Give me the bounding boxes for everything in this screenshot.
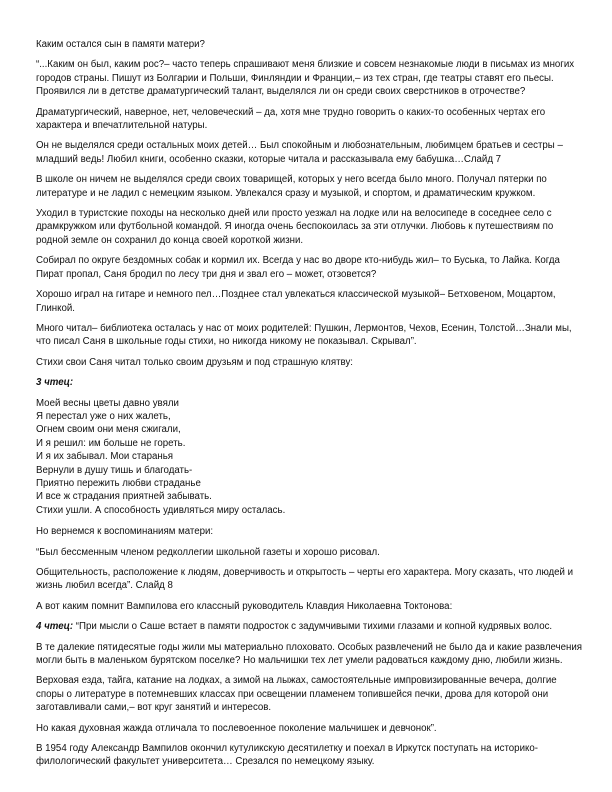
poem <box>36 397 584 518</box>
paragraph: А вот каким помнит Вампилова его классный руководитель Клавдия Николаевна Токтонова: <box>36 600 453 612</box>
poem-line: Огнем своим они меня сжигали, <box>36 424 181 436</box>
paragraph: Верховая езда, тайга, катание на лодках, а зимой на лыжах, самостоятельные импровизированные вечера, долгие споры о литературе в потемневших классах при освещении пламенем топившейся печки, дрова для которой они заготавливали сами,– вот круг занятий и интересов. <box>36 675 557 714</box>
paragraph: Каким остался сын в памяти матери? <box>36 39 205 50</box>
paragraph: Стихи свои Саня читал только своим друзьям и под страшную клятву: <box>36 356 353 368</box>
paragraph: Но вернемся к воспоминаниям матери: <box>36 526 214 538</box>
paragraph: “Был бессменным членом редколлегии школьной газеты и хорошо рисовал. <box>36 546 380 558</box>
poem-line: Приятно пережить любви страданье <box>36 477 201 489</box>
paragraph <box>36 620 584 633</box>
paragraph: Много читал– библиотека осталась у нас от моих родителей: Пушкин, Лермонтов, Чехов, Есенин, Толстой…Знали мы, что писал Саня в школьные годы стихи, но никогда никому не показывал. Скрывал”. <box>36 322 572 348</box>
poem-line: Стихи ушли. А способность удивляться миру осталась. <box>36 504 286 516</box>
paragraph: Общительность, расположение к людям, доверчивость и открытость – черты его характера. Могу сказать, что людей и жизнь любил всегда”. Слайд 8 <box>36 567 574 592</box>
paragraph: Драматургический, наверное, нет, человеческий – да, хотя мне трудно говорить о каких-то особенных чертах его характера и впечатлительной натуры. <box>36 106 546 132</box>
poem-line: Вернули в душу тишь и благодать- <box>36 464 193 476</box>
paragraph: “...Каким он был, каким рос?– часто теперь спрашивают меня близкие и совсем незнакомые люди в письмах из многих городов страны. Пишут из Болгарии и Польши, Финляндии и Франции,– из тех стран, где театры ставят его пьесы. Проявился ли в детстве драматургический талант, выделялся ли он среди своих сверстников в отрочестве? <box>36 59 575 98</box>
paragraph: Но какая духовная жажда отличала то послевоенное поколение мальчишек и девчонок”. <box>36 722 437 734</box>
document-page <box>36 38 584 776</box>
reader-3-label: 3 чтец: <box>36 377 74 389</box>
poem-line: И я решил: им больше не гореть. <box>36 437 186 449</box>
paragraph-text: “При мысли о Саше встает в памяти подросток с задумчивыми тихими глазами и копной кудрявых волос. <box>73 621 553 633</box>
paragraph: В школе он ничем не выделялся среди своих товарищей, которых у него всегда было много. Получал пятерки по литературе и не ладил с немецким языком. Увлекался сразу и музыкой, и спортом, и драматическим кружком. <box>36 174 547 199</box>
poem-line: И я их забывал. Мои старанья <box>36 451 173 463</box>
poem-line: Моей весны цветы давно увяли <box>36 397 179 409</box>
paragraph: В те далекие пятидесятые годы жили мы материально плоховато. Особых развлечений не было да и какие развлечения могли быть в маленьком бурятском поселке? Но мальчишки тех лет умели радоваться каждому дню, любили жизнь. <box>36 641 583 667</box>
paragraph: Хорошо играл на гитаре и немного пел…Позднее стал увлекаться классической музыкой– Бетховеном, Моцартом, Глинкой. <box>36 289 556 314</box>
reader-4-label: 4 чтец: <box>36 621 74 633</box>
paragraph: В 1954 году Александр Вампилов окончил кутуликскую десятилетку и поехал в Иркутск поступать на историко-филологический факультет университета… Срезался по немецкому языку. <box>36 743 538 768</box>
poem-line: Я перестал уже о них жалеть, <box>36 410 171 422</box>
paragraph: Уходил в туристские походы на несколько дней или просто уезжал на лодке или на велосипеде в соседнее село с драмкружком или футбольной командой. Я иногда очень беспокоилась за эти отлучки. Любовь к путешествиям по родной земле он сохранил до конца своей короткой жизни. <box>36 208 554 246</box>
paragraph: Он не выделялся среди остальных моих детей… Был спокойным и любознательным, любимцем братьев и сестры – младший ведь! Любил книги, особенно сказки, которые читала и рассказывала ему бабушка…Слайд 7 <box>36 140 563 165</box>
poem-line: И все ж страдания приятней забывать. <box>36 491 212 503</box>
paragraph: Собирал по округе бездомных собак и кормил их. Всегда у нас во дворе кто-нибудь жил– то Буська, то Лайка. Когда Пират пропал, Саня бродил по лесу три дня и звал его – может, отзовется? <box>36 255 560 280</box>
